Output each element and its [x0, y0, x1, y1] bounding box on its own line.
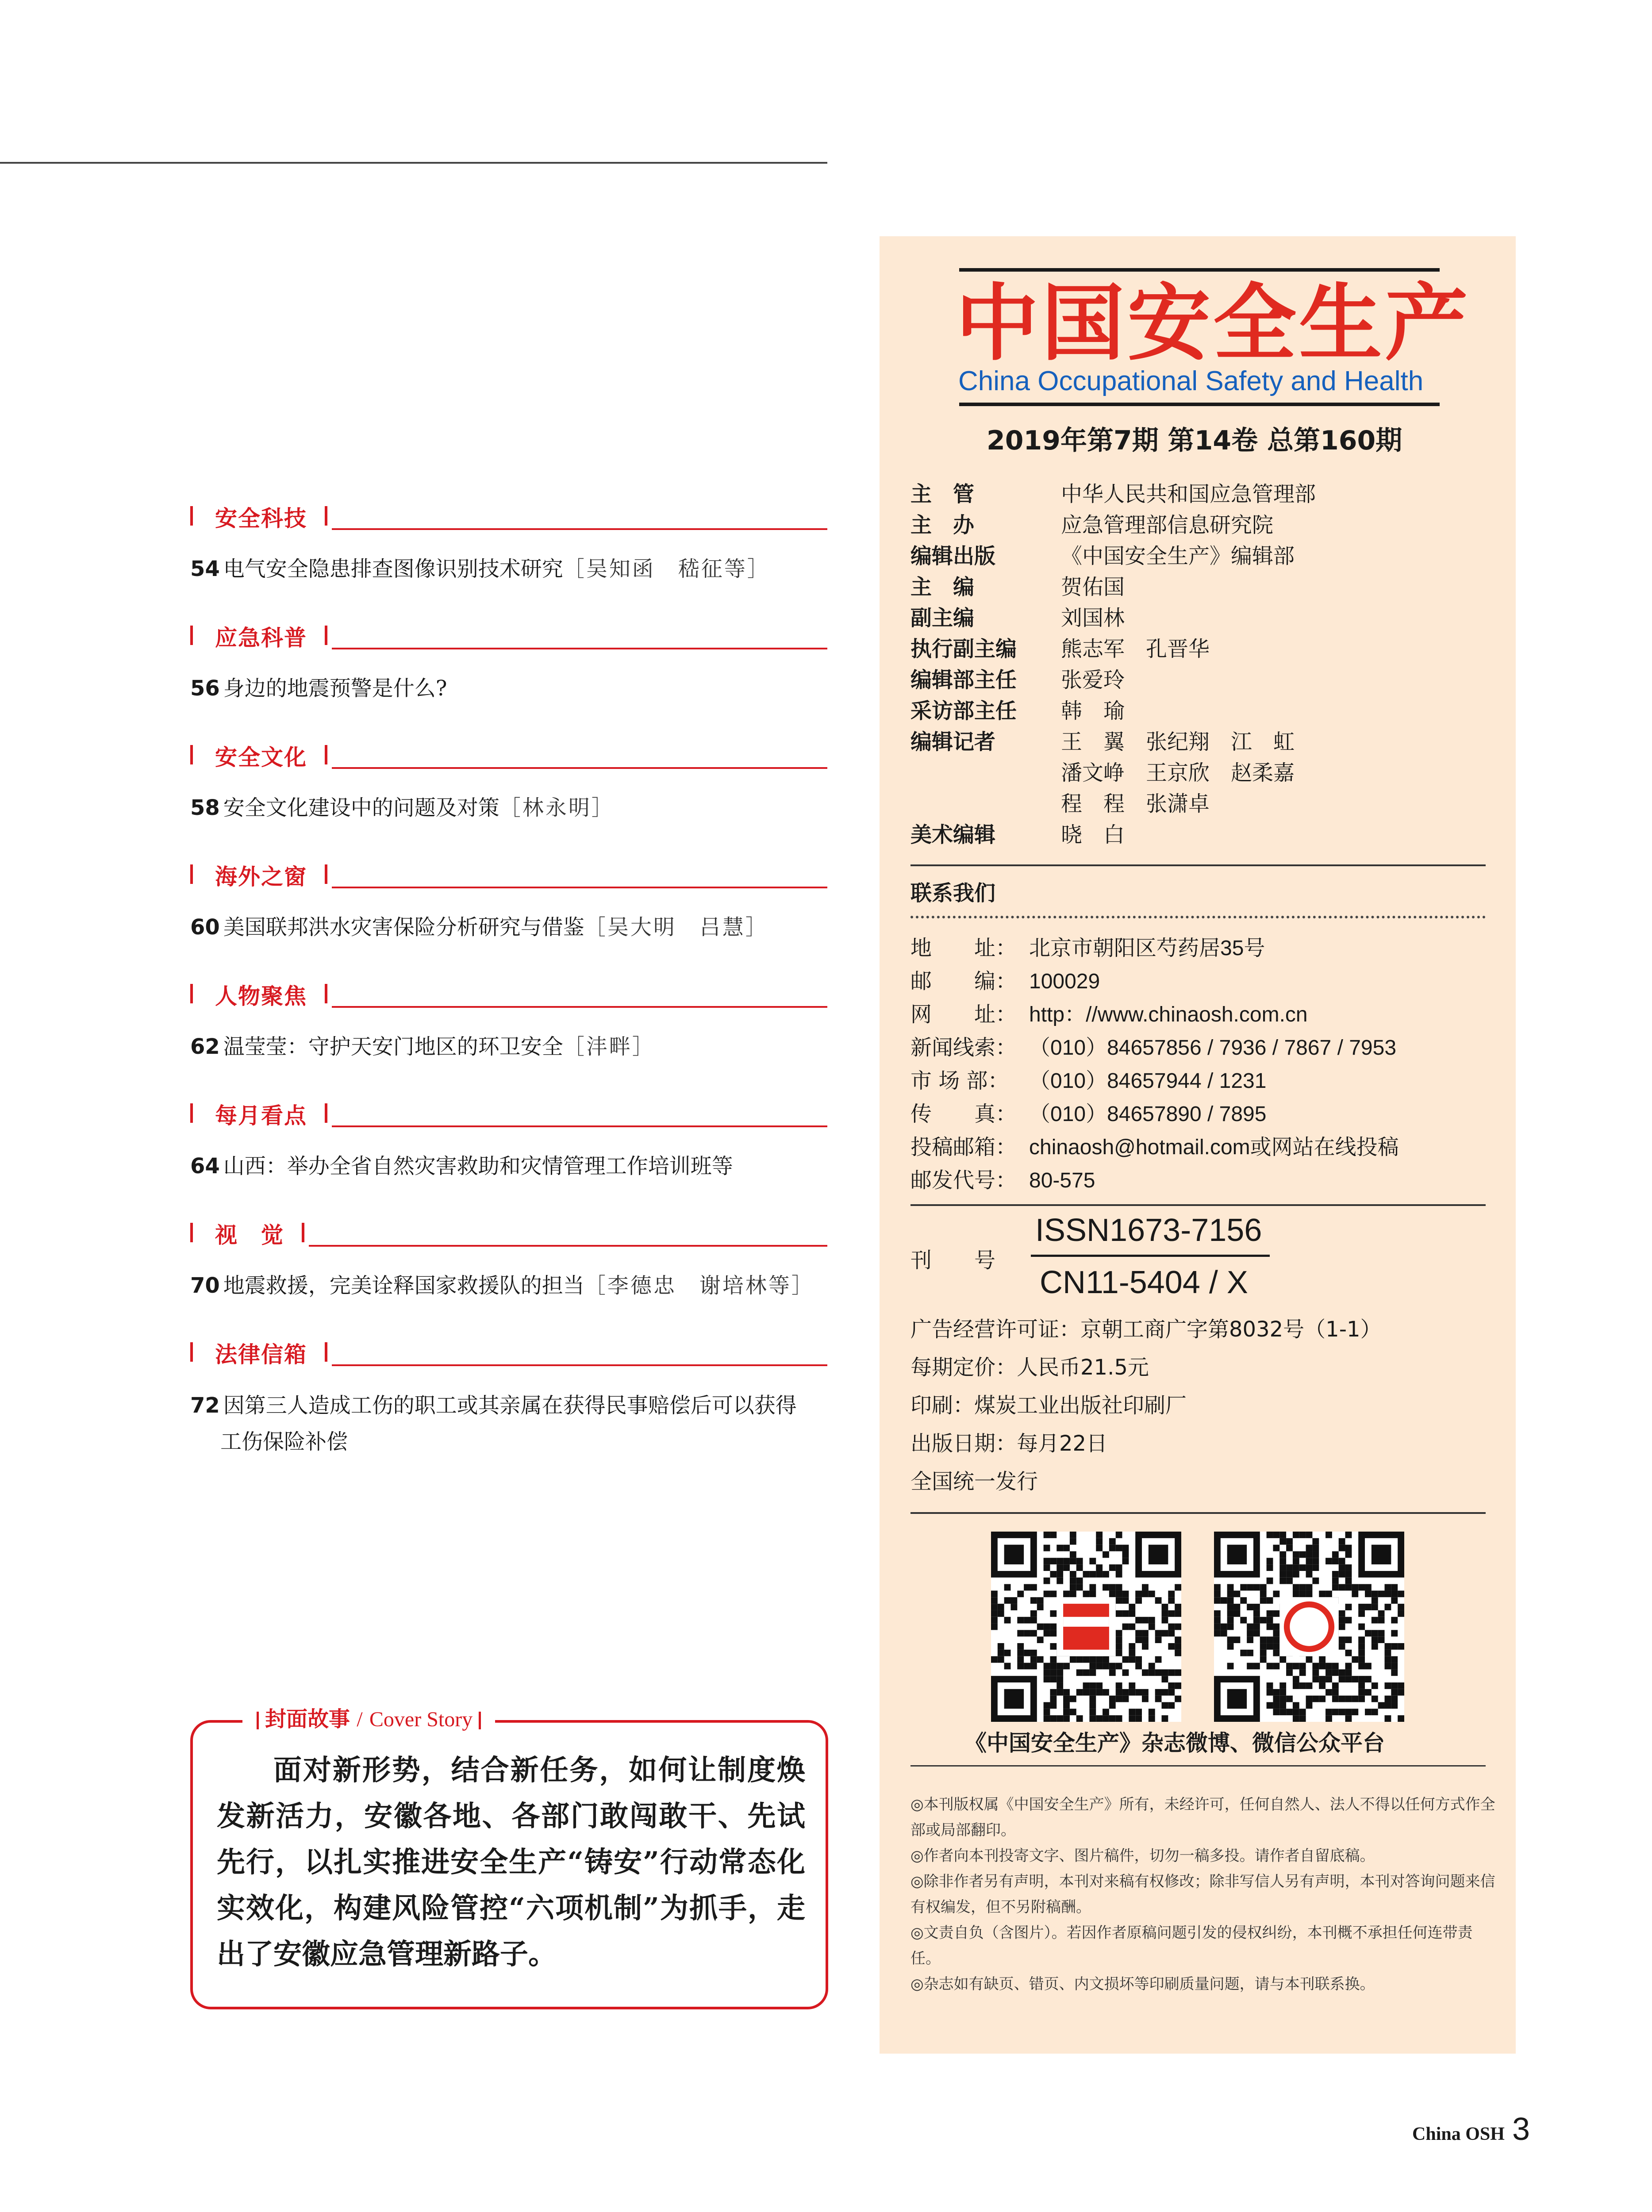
contact-key: 投稿邮箱：	[911, 1135, 1017, 1160]
toc-entry	[190, 671, 827, 706]
contact-value: 100029	[1029, 970, 1100, 993]
contact-row	[911, 1098, 1486, 1131]
cover-label-cn: 封面故事	[265, 1707, 350, 1732]
staff-name: 《中国安全生产》编辑部	[1061, 544, 1295, 568]
entry-page: 64	[190, 1154, 220, 1179]
tab-bar-left	[257, 1712, 259, 1729]
staff-role: 编辑部主任	[911, 668, 1017, 692]
publication-info	[911, 1310, 1486, 1501]
section-label: 应急科普	[215, 625, 307, 651]
entry-title: 安全文化建设中的问题及对策	[223, 795, 499, 820]
pubinfo-line: 每期定价：人民币21.5元	[911, 1355, 1149, 1380]
cover-story-text: 面对新形势，结合新任务，如何让制度焕发新活力，安徽各地、各部门敢闯敢干、先试先行，以扎实推进安全生产“铸安”行动常态化实效化，构建风险管控“六项机制”为抓手，走出了安徽应急管理新路子。	[217, 1754, 805, 1971]
note: ◎杂志如有缺页、错页、内文损坏等印刷质量问题，请与本刊联系换。	[911, 1975, 1375, 1993]
staff-name: 张爱玲	[1061, 668, 1125, 692]
divider	[911, 1512, 1486, 1514]
section-rule	[332, 1006, 827, 1008]
divider	[911, 1765, 1486, 1767]
staff-name: 晓 白	[1061, 822, 1125, 847]
divider	[911, 1204, 1486, 1206]
entry-page: 72	[190, 1393, 220, 1418]
entry-page: 60	[190, 915, 220, 940]
contact-key: 传 真：	[911, 1102, 1017, 1126]
staff-name: 潘文峥 王京欣 赵柔嘉	[1061, 760, 1295, 785]
copyright-notes	[911, 1792, 1499, 1997]
issue-info: 2019年第7期 第14卷 总第160期	[987, 425, 1402, 456]
section-rule	[332, 528, 827, 530]
toc-section-header	[190, 500, 827, 535]
contact-key: 邮发代号：	[911, 1168, 1017, 1193]
toc-entry	[190, 1387, 827, 1460]
section-label: 人物聚焦	[215, 983, 307, 1009]
section-bar-right	[325, 745, 327, 764]
toc-section-header	[190, 1097, 827, 1133]
contact-value: （010）84657856 / 7936 / 7867 / 7953	[1029, 1036, 1397, 1060]
note: ◎本刊版权属《中国安全生产》所有，未经许可，任何自然人、法人不得以任何方式作全部或局部翻印。	[911, 1796, 1495, 1839]
section-bar-left	[190, 984, 193, 1003]
staff-role: 主 管	[911, 482, 975, 507]
section-bar-left	[190, 1103, 193, 1123]
entry-author: ［沣畔］	[563, 1034, 655, 1059]
contact-row	[911, 1131, 1486, 1164]
qr-caption: 《中国安全生产》杂志微博、微信公众平台	[964, 1730, 1385, 1756]
staff-role: 副主编	[911, 606, 975, 630]
toc-section-header	[190, 858, 827, 894]
entry-page: 54	[190, 557, 220, 581]
staff-role: 美术编辑	[911, 822, 996, 847]
staff-role: 编辑出版	[911, 544, 996, 568]
masthead-rule-bottom	[959, 403, 1440, 406]
entry-title: 山西：举办全省自然灾害救助和灾情管理工作培训班等	[223, 1154, 733, 1179]
entry-title: 电气安全隐患排查图像识别技术研究	[223, 557, 563, 581]
note: ◎作者向本刊投寄文字、图片稿件，切勿一稿多投。请作者自留底稿。	[911, 1847, 1375, 1865]
section-bar-right	[325, 506, 327, 526]
entry-author: ［吴知函 嵇征等］	[563, 557, 770, 581]
section-bar-right	[325, 626, 327, 645]
dotted-divider	[911, 916, 1486, 918]
footer-brand: China OSH	[1412, 2124, 1505, 2144]
section-bar-left	[190, 1223, 193, 1242]
staff-name: 程 程 张潇卓	[1061, 791, 1210, 816]
section-bar-right	[325, 864, 327, 884]
cover-story-tab	[242, 1701, 495, 1737]
section-rule	[332, 648, 827, 649]
table-of-contents	[190, 500, 827, 1493]
toc-section-header	[190, 739, 827, 774]
tab-bar-right	[479, 1712, 481, 1729]
toc-entry	[190, 1029, 827, 1064]
cover-label-en: Cover Story	[369, 1708, 473, 1731]
section-label: 海外之窗	[215, 864, 307, 890]
section-rule	[332, 1125, 827, 1127]
note: ◎除非作者另有声明，本刊对来稿有权修改；除非写信人另有声明，本刊对答询问题来信有权编发，但不另附稿酬。	[911, 1873, 1495, 1916]
contact-value: chinaosh@hotmail.com或网站在线投稿	[1029, 1136, 1399, 1159]
section-label: 每月看点	[215, 1103, 307, 1129]
staff-role: 主 办	[911, 513, 975, 538]
staff-row	[911, 819, 1486, 850]
staff-name: 中华人民共和国应急管理部	[1061, 482, 1316, 507]
issn-rule	[1031, 1255, 1270, 1257]
staff-name: 熊志军 孔晋华	[1061, 637, 1210, 661]
section-bar-left	[190, 864, 193, 884]
contact-key: 新闻线索：	[911, 1035, 1017, 1060]
section-rule	[332, 887, 827, 888]
pubinfo-line: 印刷：煤炭工业出版社印刷厂	[911, 1393, 1187, 1418]
contact-row	[911, 965, 1486, 998]
contact-row	[911, 998, 1486, 1031]
toc-section-header	[190, 1217, 827, 1252]
pubinfo-line: 全国统一发行	[911, 1469, 1038, 1494]
staff-row	[911, 757, 1486, 788]
staff-row	[911, 664, 1486, 695]
section-bar-left	[190, 626, 193, 645]
contact-row	[911, 932, 1486, 965]
staff-name: 应急管理部信息研究院	[1061, 513, 1274, 538]
contact-row	[911, 1164, 1486, 1197]
contact-value: （010）84657944 / 1231	[1029, 1069, 1267, 1093]
staff-name: 贺佑国	[1061, 575, 1125, 599]
section-bar-right	[325, 984, 327, 1003]
section-bar-left	[190, 1342, 193, 1362]
section-label: 法律信箱	[215, 1342, 307, 1367]
staff-role: 编辑记者	[911, 730, 996, 754]
pubinfo-line: 广告经营许可证：京朝工商广字第8032号（1-1）	[911, 1317, 1382, 1342]
masthead-rule-top	[959, 268, 1440, 272]
staff-name: 刘国林	[1061, 606, 1125, 630]
top-rule	[0, 162, 827, 164]
staff-row	[911, 788, 1486, 819]
issn-label: 刊 号	[911, 1248, 996, 1273]
entry-title: 美国联邦洪水灾害保险分析研究与借鉴	[223, 915, 584, 940]
entry-page: 56	[190, 676, 220, 701]
entry-title: 温莹莹：守护天安门地区的环卫安全	[223, 1034, 563, 1059]
entry-page: 62	[190, 1034, 220, 1059]
section-label: 视 觉	[215, 1222, 284, 1248]
entry-author: ［林永明］	[499, 795, 615, 820]
section-label: 安全科技	[215, 506, 307, 531]
divider	[911, 864, 1486, 866]
entry-title: 地震救援，完美诠释国家救援队的担当	[223, 1273, 584, 1298]
toc-section-header	[190, 978, 827, 1013]
staff-row	[911, 603, 1486, 634]
staff-role: 执行副主编	[911, 637, 1017, 661]
contact-list	[911, 932, 1486, 1197]
staff-row	[911, 479, 1486, 510]
toc-section-header	[190, 1336, 827, 1371]
staff-row	[911, 541, 1486, 572]
entry-author: ［李德忠 谢培林等］	[584, 1273, 814, 1298]
contact-value: （010）84657890 / 7895	[1029, 1102, 1267, 1126]
toc-entry	[190, 1268, 827, 1303]
contact-row	[911, 1064, 1486, 1098]
contact-key: 地 址：	[911, 936, 1017, 960]
entry-title: 身边的地震预警是什么?	[223, 676, 447, 701]
staff-role: 采访部主任	[911, 699, 1017, 723]
staff-row	[911, 695, 1486, 726]
section-bar-right	[325, 1342, 327, 1362]
page-number: 3	[1512, 2112, 1530, 2147]
toc-entry	[190, 790, 827, 826]
staff-name: 王 翼 张纪翔 江 虹	[1061, 730, 1295, 754]
staff-list	[911, 479, 1486, 850]
magazine-subtitle: China Occupational Safety and Health	[958, 366, 1424, 396]
section-rule	[309, 1245, 827, 1247]
section-label: 安全文化	[215, 745, 307, 770]
section-bar-left	[190, 745, 193, 764]
contact-value: 80-575	[1029, 1169, 1095, 1192]
cn-number: CN11-5404 / X	[1040, 1265, 1248, 1300]
magazine-title: 中国安全生产	[956, 275, 1471, 372]
weibo-qr-code[interactable]	[991, 1532, 1181, 1722]
issn-number: ISSN1673-7156	[1035, 1213, 1262, 1248]
staff-role: 主 编	[911, 575, 975, 599]
staff-row	[911, 510, 1486, 541]
note: ◎文责自负（含图片）。若因作者原稿问题引发的侵权纠纷，本刊概不承担任何连带责任。	[911, 1924, 1473, 1967]
contact-key: 邮 编：	[911, 969, 1017, 994]
entry-author: ［吴大明 吕慧］	[584, 915, 768, 940]
contact-row	[911, 1031, 1486, 1064]
staff-row	[911, 572, 1486, 603]
section-rule	[332, 767, 827, 769]
entry-title: 因第三人造成工伤的职工或其亲属在获得民事赔偿后可以获得	[223, 1393, 797, 1418]
contact-value: 北京市朝阳区芍药居35号	[1029, 937, 1265, 960]
entry-page: 58	[190, 795, 220, 820]
cover-label-sep: /	[357, 1708, 363, 1731]
toc-entry	[190, 551, 827, 587]
entry-title-cont: 工伤保险补偿	[220, 1429, 348, 1454]
toc-section-header	[190, 619, 827, 655]
section-bar-right	[302, 1223, 304, 1242]
staff-row	[911, 726, 1486, 757]
toc-entry	[190, 1148, 827, 1184]
toc-entry	[190, 910, 827, 945]
entry-page: 70	[190, 1273, 220, 1298]
contact-value: http：//www.chinaosh.com.cn	[1029, 1003, 1308, 1026]
contact-key: 网 址：	[911, 1002, 1017, 1027]
section-bar-right	[325, 1103, 327, 1123]
wechat-qr-code[interactable]	[1214, 1532, 1404, 1722]
contact-key: 市 场 部：	[911, 1068, 1009, 1093]
staff-name: 韩 瑜	[1061, 699, 1125, 723]
section-rule	[332, 1364, 827, 1366]
contact-heading: 联系我们	[911, 881, 996, 906]
pubinfo-line: 出版日期：每月22日	[911, 1431, 1108, 1456]
staff-row	[911, 634, 1486, 664]
section-bar-left	[190, 506, 193, 526]
